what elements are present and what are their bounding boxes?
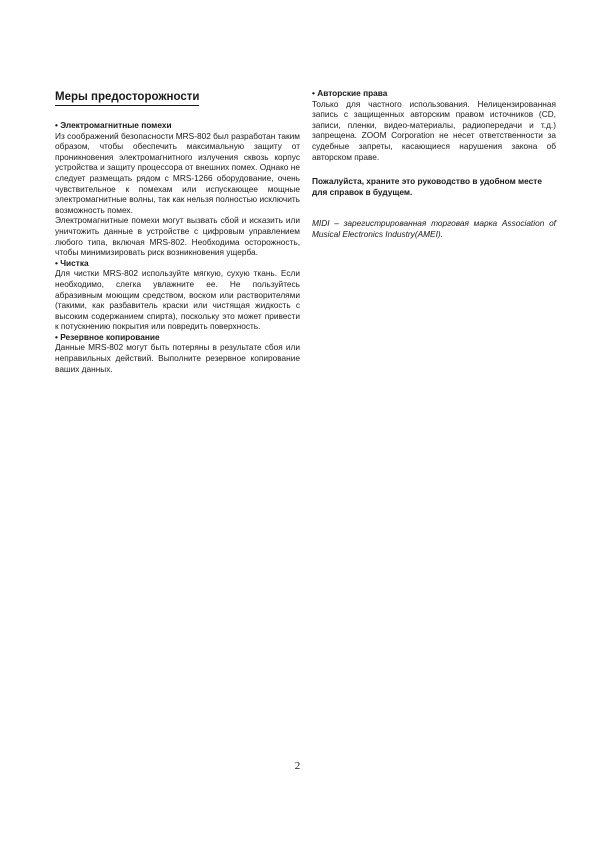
section-heading-backup: • Резервное копирование [55, 331, 160, 342]
emi-paragraph-2: Электромагнитные помехи могут вызвать сбой и исказить или уничтожить данные в устройстве с цифровым управлением любого типа, включая MRS-802. Необходима осторожность, чтобы минимизировать риск возникновения ущерба. [55, 215, 300, 258]
right-column [312, 88, 556, 239]
section-backup [55, 332, 300, 374]
section-copyright [312, 88, 556, 162]
copyright-paragraph: Только для частного использования. Нелицензированная запись с защищенных авторским правом источников (CD, записи, пленки, видео-материалы, радиопередачи и т.д.) запрещена. ZOOM Corporation не несет ответственности за судебные запреты, касающиеся нарушения закона об авторском праве. [312, 98, 556, 162]
section-cleaning [55, 258, 300, 332]
backup-paragraph: Данные MRS-802 могут быть потеряны в результате сбоя или неправильных действий. Выполните резервное копирование ваших данных. [55, 342, 300, 374]
page-number: 2 [294, 760, 301, 772]
section-heading-copyright: • Авторские права [312, 88, 388, 98]
cleaning-paragraph: Для чистки MRS-802 используйте мягкую, сухую ткань. Если необходимо, слегка увлажните ее. Не пользуйтесь абразивным моющим средством, воском или растворителями (такими, как разбавитель краски или чистящая жидкость с высоким содержанием спирта), поскольку это может привести к потускнению покрытия или повредить поверхность. [55, 268, 300, 332]
left-column [55, 88, 300, 374]
keep-manual-note: Пожалуйста, храните это руководство в удобном месте для справок в будущем. [312, 176, 542, 198]
section-heading-cleaning: • Чистка [55, 257, 89, 268]
page-title: Меры предосторожности [55, 90, 199, 106]
section-emi [55, 120, 300, 258]
section-heading-emi: • Электромагнитные помехи [55, 120, 172, 130]
emi-paragraph-1: Из соображений безопасности MRS-802 был разработан таким образом, чтобы обеспечить максимальную защиту от проникновения электромагнитного излучения сквозь корпус устройства и защиту процессора от внешних помех. Однако не следует размещать рядом с MRS-1266 оборудование, очень чувствительное к помехам или испускающее мощные электромагнитные волны, так как нельзя полностью исключить возможность помех. [55, 130, 300, 215]
midi-trademark-note: MIDI – зарегистрированная торговая марка Association of Musical Electronics Industry(AMEI). [312, 218, 556, 239]
